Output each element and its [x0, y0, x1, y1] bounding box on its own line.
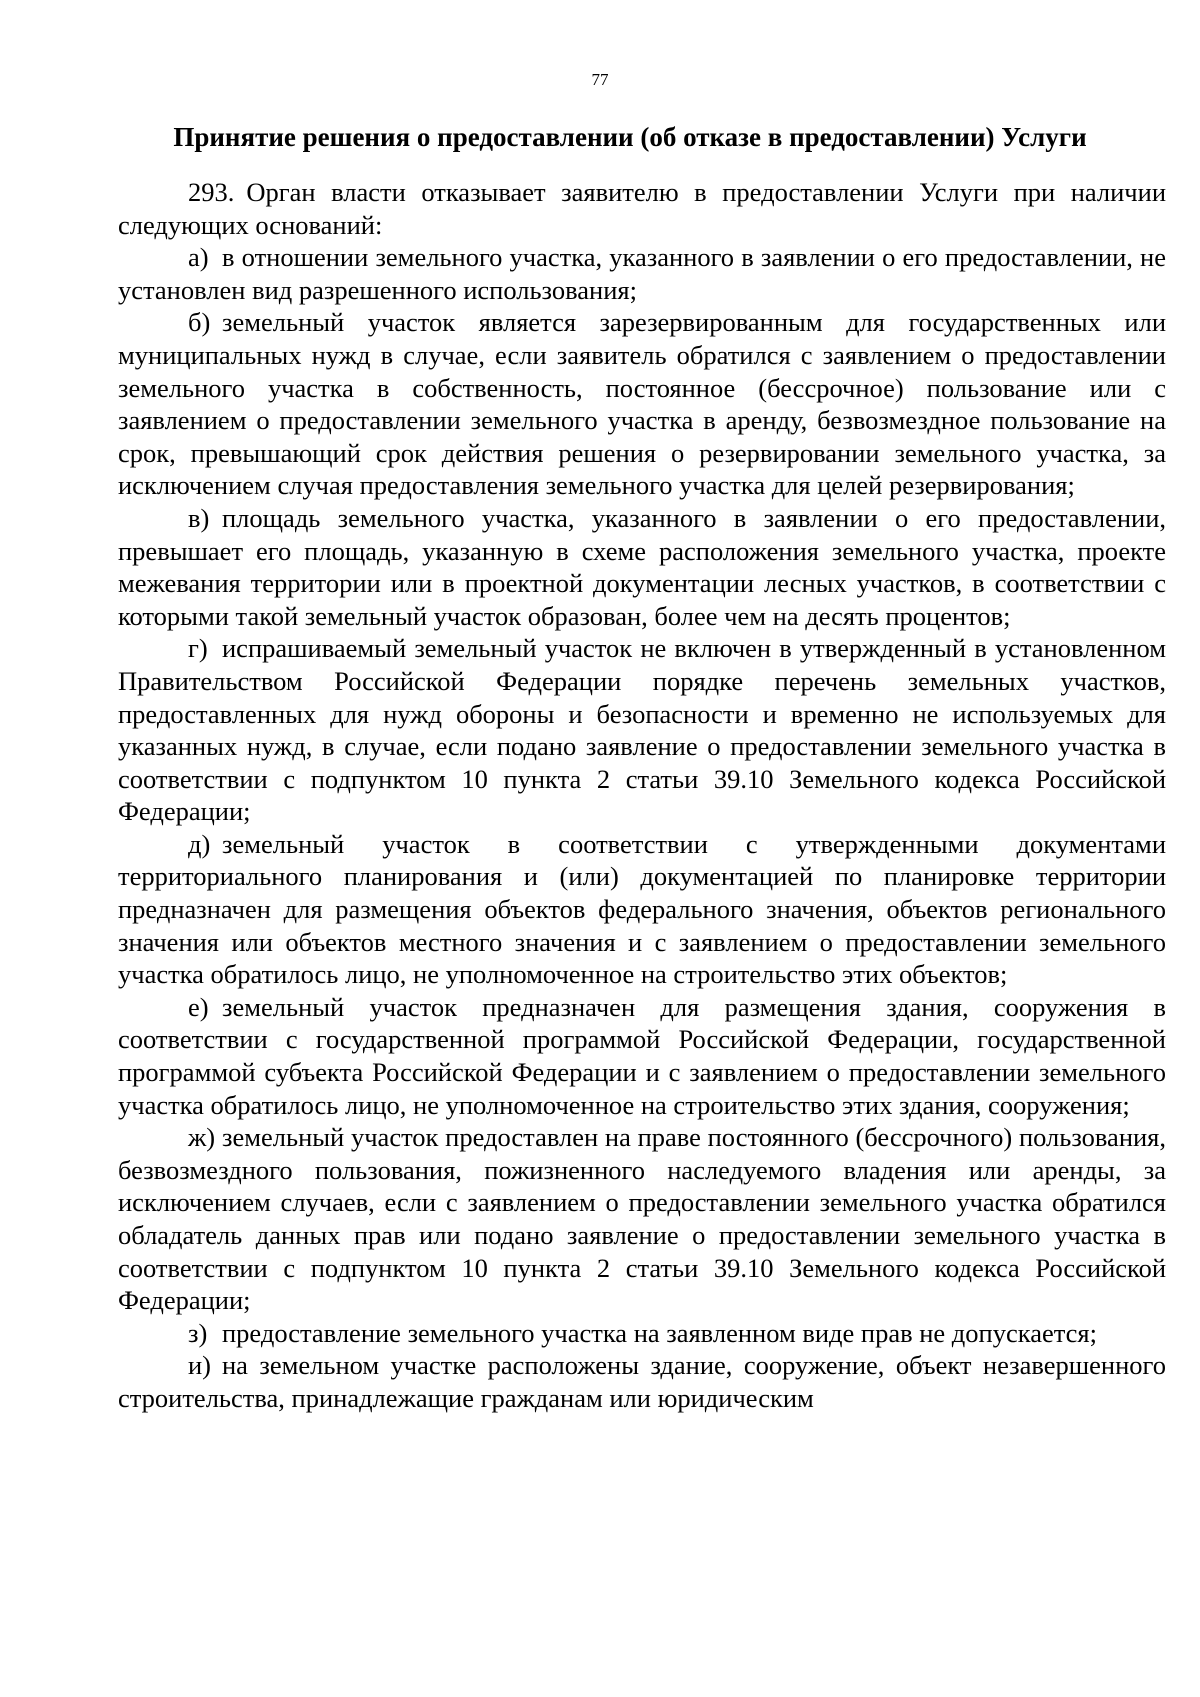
list-item-label: д): [188, 828, 211, 859]
list-item-label: б): [188, 307, 211, 338]
clause-text: Орган власти отказывает заявителю в предоставлении Услуги при наличии следующих оснований:: [118, 177, 1166, 240]
list-item: [118, 991, 1166, 1121]
list-item-text: предоставление земельного участка на заявленном виде прав не допускается;: [222, 1317, 1097, 1348]
clause-number: 293.: [188, 177, 235, 207]
list-item-label: а): [188, 242, 209, 273]
list-item-label: з): [188, 1317, 208, 1348]
list-item: [118, 241, 1166, 306]
list-item: [118, 828, 1166, 991]
list-item-label: е): [188, 991, 209, 1022]
list-item: [118, 1121, 1166, 1317]
list-item-text: земельный участок предоставлен на праве постоянного (бессрочного) пользования, безвозмездного пользования, пожизненного наследуемого владения или аренды, за исключением случаев, если с заявлением о предоставлении земельного участка обратился обладатель данных прав или подано заявление о предоставлении земельного участка в соответствии с подпунктом 10 пункта 2 статьи 39.10 Земельного кодекса Российской Федерации;: [118, 1122, 1166, 1316]
list-item-text: в отношении земельного участка, указанного в заявлении о его предоставлении, не установлен вид разрешенного использования;: [118, 242, 1166, 305]
section-heading: Принятие решения о предоставлении (об отказе в предоставлении) Услуги: [173, 122, 1087, 152]
list-item-label: ж): [188, 1122, 216, 1153]
list-item: [118, 1317, 1166, 1350]
list-item-text: испрашиваемый земельный участок не включен в утвержденный в установленном Правительством Российской Федерации порядке перечень земельных участков, предоставленных для нужд обороны и безопасности и временно не используемых для указанных нужд, в случае, если подано заявление о предоставлении земельного участка в соответствии с подпунктом 10 пункта 2 статьи 39.10 Земельного кодекса Российской Федерации;: [118, 633, 1166, 827]
document-body: [118, 176, 1166, 1415]
list-item: [118, 632, 1166, 828]
clause-paragraph: [118, 176, 1166, 241]
list-item: [118, 306, 1166, 502]
list-item-text: площадь земельного участка, указанного в заявлении о его предоставлении, превышает его площадь, указанную в схеме расположения земельного участка, проекте межевания территории или в проектной документации лесных участков, в соответствии с которыми такой земельный участок образован, более чем на десять процентов;: [118, 502, 1166, 631]
list-item-label: г): [188, 633, 208, 664]
list-item-label: в): [188, 502, 210, 533]
list-item-text: земельный участок в соответствии с утвержденными документами территориального планирования и (или) документацией по планировке территории предназначен для размещения объектов федерального значения, объектов регионального значения или объектов местного значения и с заявлением о предоставлении земельного участка обратилось лицо, не уполномоченное на строительство этих объектов;: [118, 828, 1166, 990]
list-item: [118, 1349, 1166, 1414]
list-item: [118, 502, 1166, 632]
list-item-label: и): [188, 1350, 212, 1381]
list-item-text: земельный участок является зарезервированным для государственных или муниципальных нужд в случае, если заявитель обратился с заявлением о предоставлении земельного участка в собственность, постоянное (бессрочное) пользование или с заявлением о предоставлении земельного участка в аренду, безвозмездное пользование на срок, превышающий срок действия решения о резервировании земельного участка, за исключением случая предоставления земельного участка для целей резервирования;: [118, 307, 1166, 501]
page-number: 77: [591, 70, 609, 89]
list-item-text: земельный участок предназначен для размещения здания, сооружения в соответствии с государственной программой Российской Федерации, государственной программой субъекта Российской Федерации и с заявлением о предоставлении земельного участка обратилось лицо, не уполномоченное на строительство этих здания, сооружения;: [118, 991, 1166, 1120]
list-item-text: на земельном участке расположены здание, сооружение, объект незавершенного строительства, принадлежащие гражданам или юридическим: [118, 1350, 1166, 1413]
